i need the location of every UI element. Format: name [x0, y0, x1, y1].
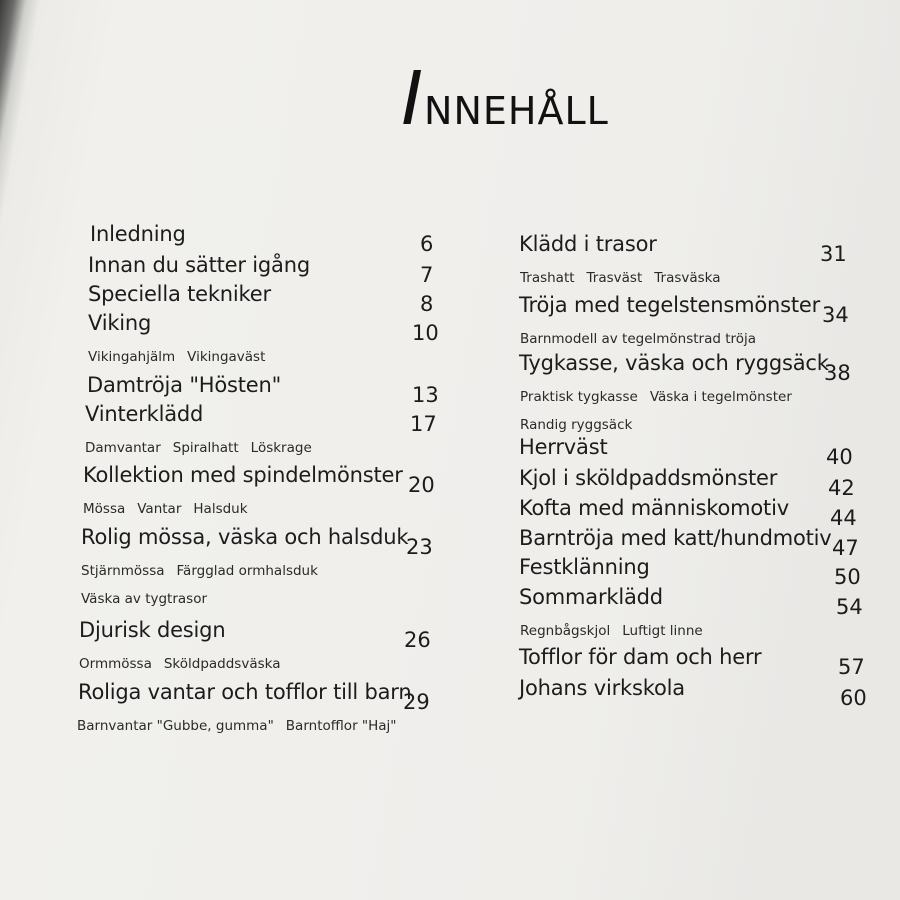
toc-entry-subitems	[520, 417, 644, 433]
toc-entry-title: Kollektion med spindelmönster	[83, 463, 403, 487]
toc-entry-title: Klädd i trasor	[519, 232, 657, 256]
toc-entry-subitems	[520, 331, 768, 347]
toc-entry-title: Innan du sätter igång	[88, 253, 310, 277]
toc-entry-title: Barntröja med katt/hundmotiv	[519, 526, 832, 550]
title-initial: I	[401, 56, 425, 142]
toc-entry-subitems	[79, 656, 293, 672]
toc-subitem: Praktisk tygkasse	[520, 389, 638, 405]
toc-entry-page-number: 17	[410, 412, 437, 436]
toc-entry-subitems	[77, 718, 409, 734]
toc-entry-page-number: 57	[838, 655, 865, 679]
toc-subitem: Färgglad ormhalsduk	[176, 563, 318, 579]
toc-entry-subitems	[83, 501, 260, 517]
title-rest: NNEHÅLL	[424, 89, 609, 133]
toc-entry-title: Roliga vantar och tofflor till barn	[78, 680, 412, 704]
toc-entry-title: Viking	[88, 311, 152, 335]
toc-entry-title: Kofta med människomotiv	[519, 496, 789, 520]
toc-entry-title: Herrväst	[519, 435, 608, 459]
toc-entry-page-number: 54	[836, 595, 863, 619]
toc-entry-title: Inledning	[90, 222, 186, 246]
toc-entry-page-number: 7	[420, 263, 434, 287]
toc-entry-page-number: 10	[412, 321, 439, 345]
toc-subitem: Barnmodell av tegelmönstrad tröja	[520, 331, 757, 347]
toc-entry-page-number: 31	[820, 242, 847, 266]
toc-subitem: Barnvantar "Gubbe, gumma"	[77, 718, 274, 734]
toc-subitem: Mössa	[83, 501, 126, 517]
toc-subitem: Vikingahjälm	[88, 349, 176, 365]
toc-entry-page-number: 34	[822, 303, 849, 327]
toc-entry-title: Johans virkskola	[519, 676, 685, 700]
toc-entry-page-number: 38	[824, 361, 851, 385]
toc-entry-page-number: 40	[826, 445, 853, 469]
page-title	[0, 56, 900, 142]
toc-subitem: Randig ryggsäck	[520, 417, 633, 433]
toc-entry-page-number: 26	[404, 628, 431, 652]
toc-entry-title: Tröja med tegelstensmönster	[519, 293, 821, 317]
toc-entry-subitems	[81, 591, 219, 607]
toc-entry-page-number: 20	[408, 473, 435, 497]
toc-entry-title: Kjol i sköldpaddsmönster	[519, 466, 778, 490]
toc-subitem: Väska i tegelmönster	[649, 389, 792, 405]
toc-entry-title: Tygkasse, väska och ryggsäck	[519, 351, 829, 375]
toc-entry-page-number: 50	[834, 565, 861, 589]
toc-entry-title: Vinterklädd	[85, 402, 204, 426]
toc-entry-page-number: 23	[406, 535, 433, 559]
toc-entry-page-number: 47	[832, 536, 859, 560]
toc-subitem: Sköldpaddsväska	[163, 656, 281, 672]
toc-entry-page-number: 8	[420, 292, 434, 316]
toc-subitem: Vantar	[137, 501, 182, 517]
toc-subitem: Löskrage	[250, 440, 312, 456]
toc-subitem: Regnbågskjol	[520, 623, 611, 639]
toc-subitem: Damvantar	[85, 440, 161, 456]
toc-entry-subitems	[88, 349, 277, 365]
toc-subitem: Väska av tygtrasor	[81, 591, 208, 607]
toc-subitem: Trashatt	[520, 270, 575, 286]
toc-subitem: Luftigt linne	[622, 623, 703, 639]
toc-entry-subitems	[520, 623, 715, 639]
toc-entry-page-number: 6	[420, 232, 434, 256]
toc-entry-title: Sommarklädd	[519, 585, 663, 609]
toc-subitem: Trasväska	[654, 270, 721, 286]
toc-entry-subitems	[85, 440, 324, 456]
toc-subitem: Vikingaväst	[187, 349, 266, 365]
toc-entry-title: Festklänning	[519, 555, 650, 579]
toc-entry-subitems	[81, 563, 330, 579]
toc-subitem: Halsduk	[193, 501, 248, 517]
toc-subitem: Stjärnmössa	[81, 563, 165, 579]
toc-entry-subitems	[520, 389, 804, 405]
toc-entry-page-number: 13	[412, 383, 439, 407]
toc-entry-title: Tofflor för dam och herr	[519, 645, 762, 669]
toc-entry-title: Rolig mössa, väska och halsduk	[81, 525, 409, 549]
toc-entry-page-number: 44	[830, 506, 857, 530]
toc-subitem: Spiralhatt	[172, 440, 239, 456]
toc-entry-page-number: 42	[828, 476, 855, 500]
toc-entry-page-number: 60	[840, 686, 867, 710]
toc-entry-title: Djurisk design	[79, 618, 226, 642]
toc-entry-page-number: 29	[403, 690, 430, 714]
toc-subitem: Trasväst	[586, 270, 643, 286]
toc-entry-subitems	[520, 270, 733, 286]
toc-subitem: Barntofflor "Haj"	[285, 718, 397, 734]
toc-entry-title: Speciella tekniker	[88, 282, 271, 306]
toc-entry-title: Damtröja "Hösten"	[87, 373, 282, 397]
toc-subitem: Ormmössa	[79, 656, 152, 672]
